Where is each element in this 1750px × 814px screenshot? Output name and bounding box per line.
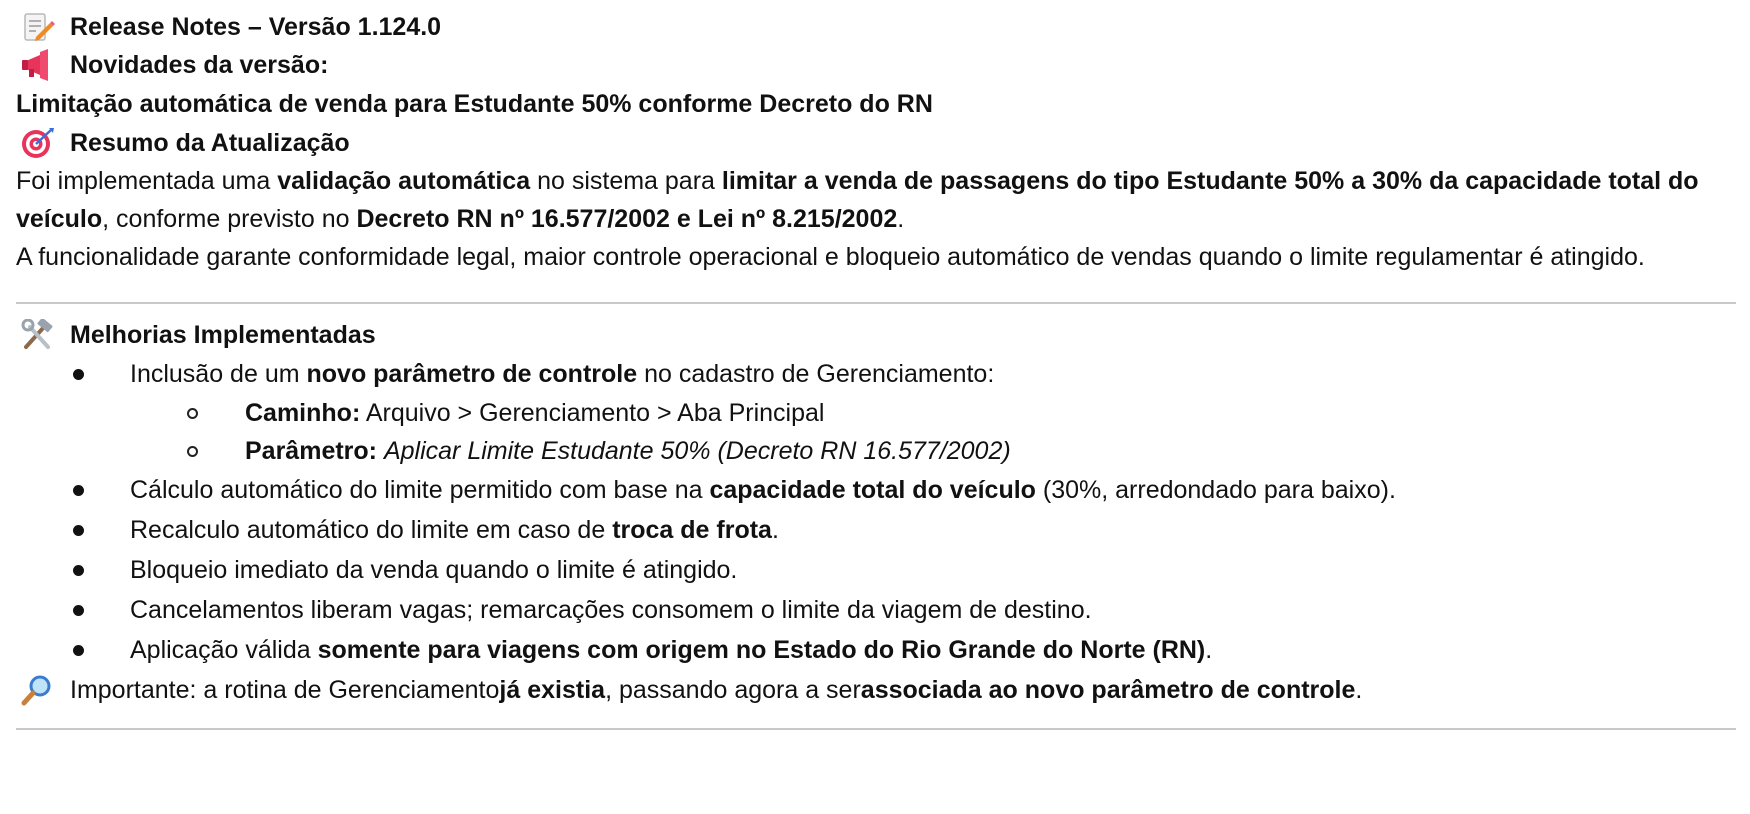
item-text: Cancelamentos liberam vagas; remarcações consomem o limite da viagem de destino. [130, 596, 1092, 624]
item-text: Cálculo automático do limite permitido com base na [130, 476, 710, 504]
bullet-dot [73, 485, 84, 496]
summary-heading: Resumo da Atualização [70, 129, 350, 157]
summary-paragraph-1 [16, 162, 1716, 238]
important-text: Importante: a rotina de Gerenciamento [70, 676, 500, 704]
spacer [16, 710, 1734, 728]
improvements-heading-row [16, 316, 1734, 354]
magnifying-glass-icon [20, 674, 56, 706]
sub-item-label: Caminho: [245, 399, 361, 427]
item-text: Bloqueio imediato da venda quando o limite é atingido. [130, 556, 738, 584]
item-text: . [1205, 636, 1213, 664]
sub-bullet-circle [187, 446, 198, 457]
summary-bold-text: Decreto RN nº 16.577/2002 e Lei nº 8.215/2002 [356, 205, 898, 233]
list-item [16, 510, 1734, 550]
bullet-dot [73, 525, 84, 536]
spacer [16, 304, 1734, 316]
important-text: , passando agora a ser [605, 676, 861, 704]
section-divider [16, 728, 1736, 730]
sub-item-value: Arquivo > Gerenciamento > Aba Principal [360, 399, 825, 427]
item-bold-text: somente para viagens com origem no Estado do Rio Grande do Norte (RN) [317, 636, 1206, 664]
important-bold-text: já existia [499, 676, 606, 704]
summary-paragraph-2: A funcionalidade garante conformidade legal, maior controle operacional e bloqueio automático de vendas quando o limite regulamentar é atingido. [16, 243, 1645, 271]
sub-list-item [16, 432, 1734, 470]
sub-item-value: Aplicar Limite Estudante 50% (Decreto RN 16.577/2002) [383, 437, 1011, 465]
item-bold-text: novo parâmetro de controle [306, 360, 638, 388]
important-text: . [1355, 676, 1363, 704]
important-note [16, 670, 1734, 710]
item-text: Inclusão de um [130, 360, 307, 388]
list-item [16, 354, 1734, 470]
important-bold-text: associada ao novo parâmetro de controle [860, 676, 1356, 704]
bullet-dot [73, 645, 84, 656]
item-text: Aplicação válida [130, 636, 318, 664]
item-text: Recalculo automático do limite em caso de [130, 516, 613, 544]
hammer-wrench-icon [20, 319, 56, 351]
sub-item-label: Parâmetro: [245, 437, 377, 465]
memo-pencil-icon [20, 11, 56, 43]
summary-bold-text: limitar a venda de passagens do tipo Estudante 50% a 30% da capacidade total do veículo [16, 167, 1699, 233]
item-text: no cadastro de Gerenciamento: [637, 360, 995, 388]
item-text: (30%, arredondado para baixo). [1035, 476, 1396, 504]
summary-text: . [897, 205, 905, 233]
sub-list [130, 394, 1734, 470]
megaphone-icon [20, 49, 56, 81]
item-bold-text: troca de frota [612, 516, 772, 544]
feature-title: Limitação automática de venda para Estudante 50% conforme Decreto do RN [16, 90, 933, 118]
bullet-dot [73, 605, 84, 616]
summary-text: Foi implementada uma [16, 167, 278, 195]
bullet-dot [73, 369, 84, 380]
bullet-dot [73, 565, 84, 576]
news-heading-row [16, 46, 1734, 84]
release-title: Release Notes – Versão 1.124.0 [70, 13, 442, 41]
summary-text: , conforme previsto no [102, 205, 357, 233]
item-bold-text: capacidade total do veículo [709, 476, 1036, 504]
summary-text: no sistema para [530, 167, 722, 195]
improvements-heading: Melhorias Implementadas [70, 321, 376, 349]
target-icon [20, 127, 56, 159]
list-item [16, 470, 1734, 510]
improvements-list [16, 354, 1734, 670]
list-item [16, 630, 1734, 670]
list-item [16, 590, 1734, 630]
item-text: . [771, 516, 779, 544]
spacer [16, 276, 1734, 302]
list-item [16, 550, 1734, 590]
summary-heading-row [16, 124, 1734, 162]
release-title-row [16, 8, 1734, 46]
sub-list-item [16, 394, 1734, 432]
sub-bullet-circle [187, 408, 198, 419]
news-heading: Novidades da versão: [70, 51, 329, 79]
summary-bold-text: validação automática [277, 167, 531, 195]
